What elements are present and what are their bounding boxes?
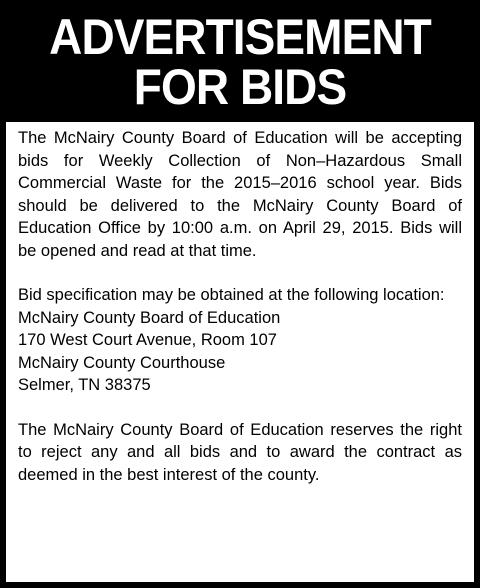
paragraph-spacer <box>18 397 462 419</box>
address-line-1: McNairy County Board of Education <box>18 308 281 327</box>
intro-paragraph: The McNairy County Board of Education will be accepting bids for Weekly Collection of Non–Hazardous Small Commercial Waste for the 2015–2016 school year. Bids should be delivered to the McNairy County Board of Education Office by 10:00 a.m. on April 29, 2015. Bids will be opened and read at that time. <box>18 129 462 260</box>
header-title-line2: FOR BIDS <box>133 59 347 115</box>
closing-paragraph: The McNairy County Board of Education reserves the right to reject any and all bids and to award the contract as deemed in the best interest of the county. <box>18 420 462 484</box>
ad-body <box>6 122 474 582</box>
header-title-line1: ADVERTISEMENT <box>49 9 431 65</box>
paragraph-spacer <box>18 262 462 284</box>
specification-paragraph: Bid specification may be obtained at the following location: <box>18 286 445 304</box>
address-line-3: McNairy County Courthouse <box>18 353 226 372</box>
ad-header <box>0 0 480 122</box>
address-block <box>18 307 462 397</box>
address-line-2: 170 West Court Avenue, Room 107 <box>18 331 277 349</box>
address-line-4: Selmer, TN 38375 <box>18 376 151 394</box>
